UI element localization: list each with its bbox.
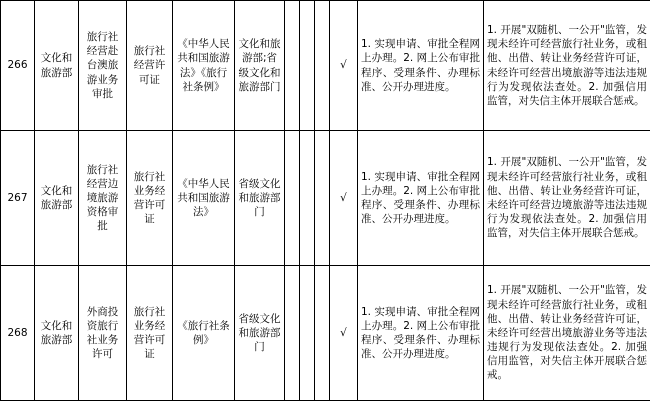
row-item-name: 旅行社经营赴台澳旅游业务审批	[79, 1, 127, 131]
table-row	[1, 1, 650, 131]
row-convenience-measures: 1. 实现申请、审批全程网上办理。2. 网上公布审批程序、受理条件、办理标准、公开办理进度。	[358, 1, 484, 131]
table-row	[1, 266, 650, 401]
row-convenience-measures: 1. 实现申请、审批全程网上办理。2. 网上公布审批程序、受理条件、办理标准、公开办理进度。	[358, 131, 484, 266]
row-legal-basis: 《中华人民共和国旅游法》	[173, 131, 235, 266]
row-check-mark: √	[330, 131, 358, 266]
row-item-name: 外商投资旅行社业务许可	[79, 266, 127, 401]
row-department: 文化和旅游部	[35, 1, 79, 131]
row-check-mark: √	[330, 266, 358, 401]
row-legal-basis: 《旅行社条例》	[173, 266, 235, 401]
row-department: 文化和旅游部	[35, 131, 79, 266]
row-index: 268	[1, 266, 35, 401]
row-index: 267	[1, 131, 35, 266]
row-level-3	[315, 131, 330, 266]
row-level-2	[300, 1, 315, 131]
row-implementing-organ: 省级文化和旅游部门	[235, 131, 285, 266]
row-subitem: 旅行社业务经营许可证	[127, 131, 173, 266]
row-legal-basis: 《中华人民共和国旅游法》《旅行社条例》	[173, 1, 235, 131]
table-row	[1, 131, 650, 266]
row-level-3	[315, 1, 330, 131]
row-level-2	[300, 266, 315, 401]
row-implementing-organ: 省级文化和旅游部门	[235, 266, 285, 401]
row-subitem: 旅行社经营许可证	[127, 1, 173, 131]
row-department: 文化和旅游部	[35, 266, 79, 401]
row-level-1	[285, 266, 300, 401]
row-convenience-measures: 1. 实现申请、审批全程网上办理。2. 网上公布审批程序、受理条件、办理标准、公开办理进度。	[358, 266, 484, 401]
row-supervision-measures: 1. 开展"双随机、一公开"监管，发现未经许可经营旅行社业务，或租他、出借、转让业务经营许可证，未经许可经营出境旅游等违法违规行为发现依法查处。2. 加强信用监管，对失信主体开展联合惩戒。	[484, 1, 650, 131]
row-supervision-measures: 1. 开展"双随机、一公开"监管，发现未经许可经营旅行社业务，或租他、出借、转让业务经营许可证，未经许可经营出境旅游业务等违法违规行为发现依法查处。2. 加强信用监管，对失信主体开展联合惩戒。	[484, 266, 650, 401]
row-level-2	[300, 131, 315, 266]
row-index: 266	[1, 1, 35, 131]
row-subitem: 旅行社业务经营许可证	[127, 266, 173, 401]
row-level-1	[285, 131, 300, 266]
row-implementing-organ: 文化和旅游部;省级文化和旅游部门	[235, 1, 285, 131]
row-level-1	[285, 1, 300, 131]
row-item-name: 旅行社经营边境旅游资格审批	[79, 131, 127, 266]
row-check-mark: √	[330, 1, 358, 131]
row-level-3	[315, 266, 330, 401]
row-supervision-measures: 1. 开展"双随机、一公开"监管，发现未经许可经营旅行社业务，或租他、出借、转让业务经营许可证，未经许可经营边境旅游等违法违规行为发现依法查处。2. 加强信用监管，对失信主体开展联合惩戒。	[484, 131, 650, 266]
